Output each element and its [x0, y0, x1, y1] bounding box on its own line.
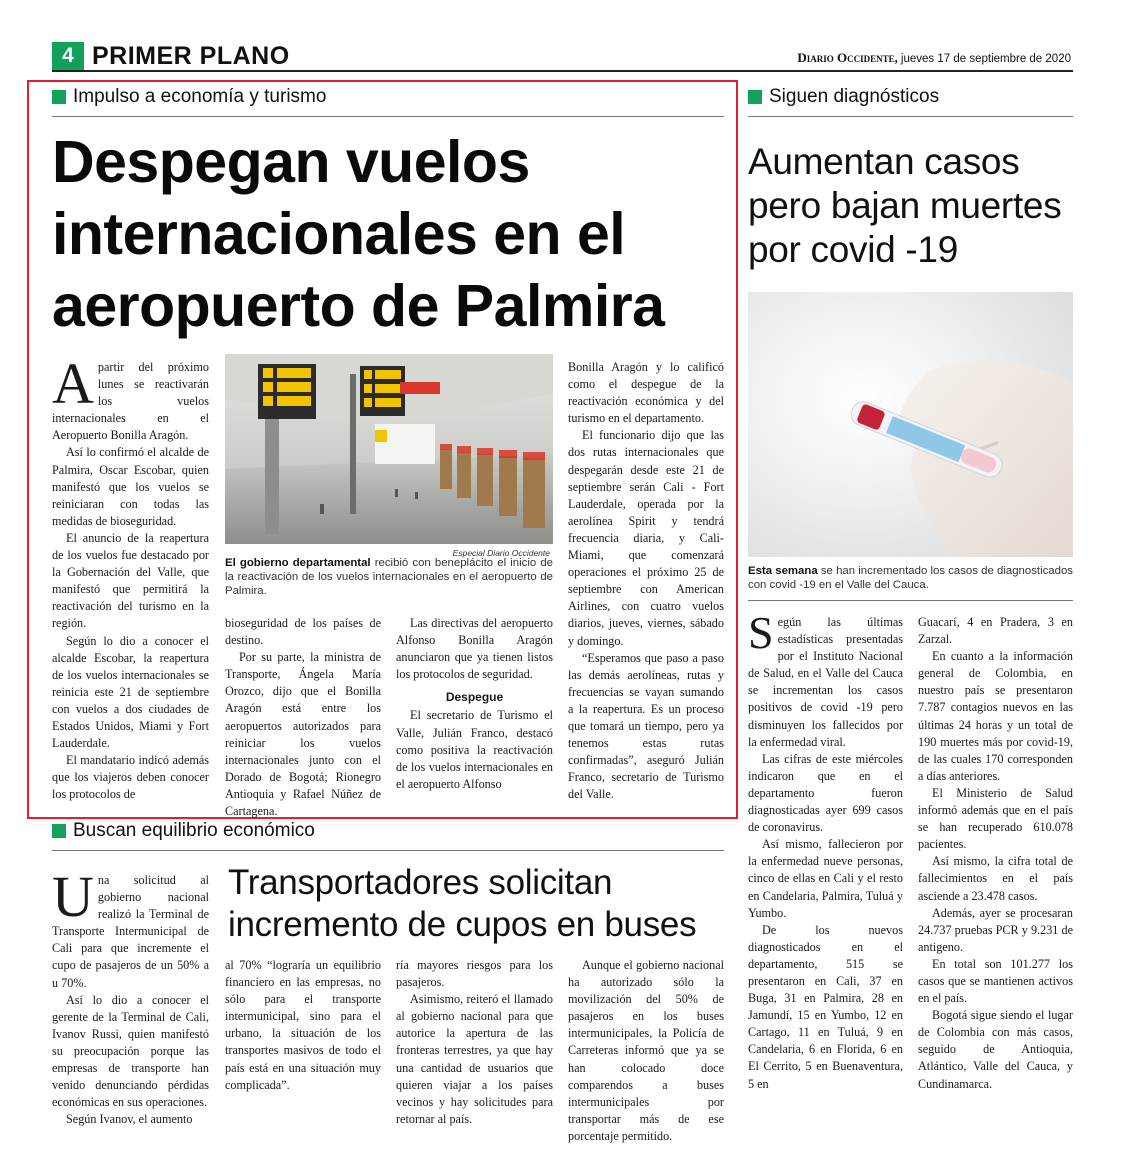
- paragraph: De los nuevos diagnosticados en el departamento, 515 se presentaron en Cali, 37 en Buga, 31 en Palmira, 28 en Jamundí, 15 en Yumbo, 12 en Cartago, 11 en Tuluá, 9 en Candelaria, 6 en Florida, 6 en El Cerrito, 5 en Buenaventura, 5 en: [748, 922, 903, 1091]
- paragraph: Así lo confirmó el alcalde de Palmira, Oscar Escobar, quien manifestó que los vuelos se reiniciaran con todas las medidas de bioseguridad.: [52, 445, 209, 528]
- article3-col1: [52, 864, 209, 1128]
- airport-photo: [225, 354, 553, 544]
- paragraph: partir del próximo lunes se reactivarán los vuelos internacionales en el Aeropuerto Bonilla Aragón.: [52, 360, 209, 443]
- paragraph: Según lo dio a conocer el alcalde Escobar, la reapertura de los vuelos internacionales se reinicia este 21 de septiembre con vuelos a dos ciudades de Estados Unidos, Miami y Fort Lauderdale.: [52, 633, 209, 751]
- masthead-date: [797, 51, 1071, 66]
- paragraph: bioseguridad de los países de destino.: [225, 616, 381, 648]
- section-title: PRIMER PLANO: [92, 42, 290, 70]
- paragraph: Por su parte, la ministra de Transporte, Ángela María Orozco, dijo que el Bonilla Aragón está entre los aeropuertos autorizados para reiniciar los vuelos internacionales junto con el Dorado de Bogotá; Rionegro Antioquia y Rafael Núñez de Cartagena.: [225, 650, 381, 819]
- article1-kicker: [52, 86, 326, 108]
- paper-name: Diario Occidente,: [797, 50, 898, 65]
- paragraph: El funcionario dijo que las dos rutas internacionales que despegarán desde este 21 de septiembre serán Cali - Fort Lauderdale, operada por la aerolínea Spirit y tendrá frecuencia diaria, y Cali-Miami, que comenzará operaciones el próximo 25 de septiembre con American Airlines, con cuatro vuelos diarios, jueves, viernes, sábado y domingo.: [568, 428, 724, 648]
- paragraph: Las cifras de este miércoles indicaron que en el departamento fueron diagnosticadas ayer 699 casos de coronavirus.: [748, 751, 903, 835]
- article2-kicker: [748, 86, 939, 108]
- article1-lead-paragraph: [52, 351, 209, 444]
- caption-rule: [748, 600, 1073, 601]
- article2-headline: Aumentan casos pero bajan muertes por covid -19: [748, 141, 1062, 270]
- paragraph: ría mayores riesgos para los pasajeros.: [396, 958, 553, 990]
- article1-caption: [225, 556, 553, 598]
- article3-col2: [225, 957, 381, 1094]
- issue-date: jueves 17 de septiembre de 2020: [900, 53, 1071, 65]
- paragraph: Bogotá sigue siendo el lugar de Colombia con más casos, seguido de Antioquia, Atlántico, Valle del Cauca, y Cundinamarca.: [918, 1008, 1073, 1091]
- paragraph: “Esperamos que paso a paso las demás aerolíneas, rutas y frecuencias se vayan sumando a la reapertura. Es un proceso que tomará un tiempo, pero ya tenemos estas rutas confirmadas”, aseguró Julián Franco, secretario de Turismo del Valle.: [568, 650, 724, 802]
- header-rule: [52, 70, 1073, 72]
- caption-lead: Esta semana: [748, 565, 818, 577]
- paragraph: El Ministerio de Salud informó además que en el país se han recuperado 610.078 pacientes.: [918, 785, 1073, 852]
- article3-col4: [568, 957, 724, 1145]
- airport-terminal-image: [225, 354, 553, 544]
- kicker-rule: [52, 850, 724, 851]
- kicker-text: Siguen diagnósticos: [769, 86, 940, 107]
- page-number-box: [52, 42, 84, 70]
- kicker-text: Buscan equilibrio económico: [73, 820, 315, 841]
- green-square-icon: [52, 90, 66, 104]
- covid-test-image: [748, 292, 1073, 557]
- paragraph: Aunque el gobierno nacional ha autorizado sólo la movilización del 50% de pasajeros en los buses intermunicipales, la Policía de Carreteras informó que ya se han colocado doce comparendos a buses intermunicipales por transportar más de ese porcentaje permitido.: [568, 958, 724, 1143]
- paragraph: Además, ayer se procesaran 24.737 pruebas PCR y 9.231 de antigeno.: [918, 905, 1073, 954]
- page-number: 4: [62, 44, 74, 67]
- article2-lead-paragraph: [748, 607, 903, 751]
- paragraph: egún las últimas estadísticas presentadas por el Instituto Nacional de Salud, en el Valle del Cauca se incrementan los casos positivos de covid -19 pero disminuyen los fallecidos por la enfermedad viral.: [748, 615, 903, 749]
- dropcap: A: [52, 351, 94, 416]
- green-square-icon: [748, 90, 762, 104]
- paragraph: Así mismo, fallecieron por la enfermedad nueve personas, cinco de ellas en Cali y el resto en Candelaria, Palmira, Tuluá y Yumbo.: [748, 837, 903, 920]
- caption-lead: El gobierno departamental: [225, 557, 371, 569]
- article3-headline: Transportadores solicitan incremento de cupos en buses: [228, 863, 697, 944]
- article3-col3: [396, 957, 553, 1128]
- photo-credit: Especial Diario Occidente: [452, 548, 550, 558]
- kicker-rule: [52, 116, 724, 117]
- kicker-text: Impulso a economía y turismo: [73, 86, 327, 107]
- paragraph: Guacarí, 4 en Pradera, 3 en Zarzal.: [918, 615, 1073, 647]
- paragraph: Bonilla Aragón y lo calificó como el despegue de la reactivación económica y del turismo en el departamento.: [568, 360, 724, 426]
- subhead: Despegue: [445, 690, 504, 705]
- article2-caption: [748, 564, 1073, 592]
- paragraph: Así lo dio a conocer el gerente de la Terminal de Cali, Ivanov Russi, quien manifestó su preocupación porque las empresas de transporte han venido denunciando pérdidas económicas en sus operaciones.: [52, 992, 209, 1110]
- paragraph: al 70% “lograría un equilibrio financiero en las empresas, no sólo para el transporte intermunicipal, sino para el urbano, la situación de los transportes masivos de todo el país está en una situación muy complicada”.: [225, 958, 381, 1092]
- article1-col3: [396, 615, 553, 793]
- dropcap: U: [52, 864, 94, 929]
- article1-headline: Despegan vuelos internacionales en el aeropuerto de Palmira: [52, 129, 665, 339]
- article2-col1: [748, 607, 903, 1093]
- paragraph: na solicitud al gobierno nacional realizó la Terminal de Transporte Intermunicipal de Cali para que incremente el cupo de pasajeros de un 50% a u 70%.: [52, 873, 209, 990]
- paragraph: En total son 101.277 los casos que se mantienen activos en el país.: [918, 956, 1073, 1006]
- article1-col4: [568, 359, 724, 803]
- paragraph: El secretario de Turismo el Valle, Julián Franco, destacó como positiva la reactivación de los vuelos internacionales en el aeropuerto Alfonso: [396, 708, 553, 791]
- article3-kicker: [52, 820, 315, 842]
- paragraph: Las directivas del aeropuerto Alfonso Bonilla Aragón anunciaron que ya tienen listos los protocolos de seguridad.: [396, 616, 553, 682]
- article3-lead-paragraph: [52, 864, 209, 992]
- green-square-icon: [52, 824, 66, 838]
- article1-col1: [52, 351, 209, 803]
- dropcap: S: [748, 607, 774, 658]
- kicker-rule: [748, 116, 1073, 117]
- caption-text: recibió con beneplácito el inicio de la reactivación de los vuelos internacionales en el aeropuerto de Palmira.: [225, 557, 553, 597]
- caption-text: se han incrementado los casos de diagnosticados con covid -19 en el Valle del Cauca.: [748, 565, 1073, 591]
- paragraph: Según Ivanov, el aumento: [66, 1112, 193, 1127]
- test-tube-photo: [748, 292, 1073, 557]
- paragraph: El mandatario indicó además que los viajeros deben conocer los protocolos de: [52, 753, 209, 802]
- article1-col2: [225, 615, 381, 820]
- paragraph: Asimismo, reiteró el llamado al gobierno nacional para que autorice la apertura de las fronteras terrestres, ya que hay una cantidad de usuarios que quieren viajar a los países vecinos y hay solicitudes para retornar al país.: [396, 992, 553, 1126]
- paragraph: En cuanto a la información general de Colombia, en nuestro país se presentaron 7.787 contagios nuevos en las últimas 24 horas y un total de 190 muertes más por covid-19, de las cuales 170 corresponden a días anteriores.: [918, 649, 1073, 783]
- paragraph: Así mismo, la cifra total de fallecimientos en el país asciende a 23.478 casos.: [918, 854, 1073, 903]
- paragraph: El anuncio de la reapertura de los vuelos fue destacado por la Gobernación del Valle, que manifestó que permitirá la reactivación del turismo en la región.: [52, 530, 209, 631]
- article2-col2: [918, 614, 1073, 1093]
